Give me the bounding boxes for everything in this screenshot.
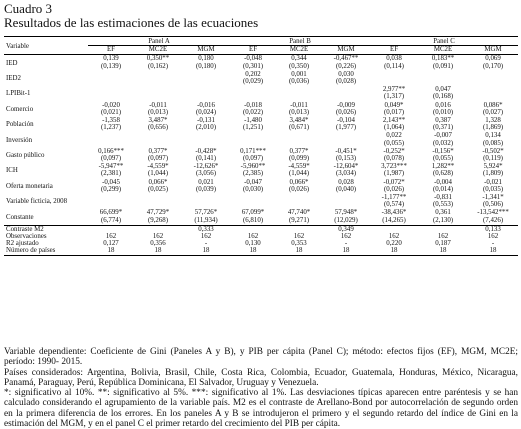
standard-error-cell: (1,317) bbox=[383, 93, 405, 101]
standard-error-cell: (0,168) bbox=[432, 93, 454, 101]
statistic-value bbox=[230, 225, 276, 233]
coefficient-cell bbox=[276, 86, 322, 93]
column-header: EF bbox=[390, 46, 399, 54]
coefficient-row bbox=[4, 102, 518, 109]
coefficient-cell bbox=[418, 71, 468, 78]
coefficient-cell: 57,948* bbox=[334, 209, 358, 217]
standard-error-cell bbox=[182, 78, 230, 86]
standard-error-cell: (2,381) bbox=[100, 170, 122, 178]
standard-error-cell bbox=[88, 93, 134, 101]
statistic-value: 0,130 bbox=[245, 240, 261, 248]
standard-error-cell: (1,237) bbox=[100, 124, 122, 132]
coefficient-row bbox=[4, 86, 518, 93]
standard-error-cell: (3,056) bbox=[195, 170, 217, 178]
statistic-value: 0,133 bbox=[468, 225, 518, 233]
standard-error-cell: (12,029) bbox=[334, 216, 358, 224]
coefficient-cell bbox=[88, 86, 134, 93]
coefficient-cell: 0,016 bbox=[435, 101, 451, 109]
statistics-row bbox=[4, 225, 518, 233]
coefficient-cell bbox=[276, 132, 322, 139]
standard-error-cell: (0,013) bbox=[147, 108, 169, 116]
coefficient-cell: -38,436* bbox=[381, 209, 407, 217]
standard-error-cell bbox=[134, 201, 182, 209]
variable-label: Variable ficticia, 2008 bbox=[6, 198, 68, 206]
standard-error-cell: (0,040) bbox=[335, 185, 357, 193]
statistic-value bbox=[370, 225, 418, 233]
statistic-value: 18 bbox=[370, 247, 418, 255]
coefficient-cell: 1,282** bbox=[431, 163, 455, 171]
variable-label: Oferta monetaria bbox=[6, 182, 53, 190]
standard-error-cell: (0,371) bbox=[432, 124, 454, 132]
statistic-value: 0,349 bbox=[322, 225, 370, 233]
standard-error-cell bbox=[322, 201, 370, 209]
note-countries: Países considerados: Argentina, Bolivia, Brasil, Chile, Costa Rica, Colombia, Ecuador, Guatemala, Honduras, México, Nicaragua, Panamá, Paraguay, Perú, República Dominicana, El Salvador, Uruguay y Venezuela. bbox=[4, 367, 518, 388]
standard-error-cell bbox=[134, 93, 182, 101]
standard-error-cell: (2,130) bbox=[432, 216, 454, 224]
statistic-value: 0,127 bbox=[103, 240, 119, 248]
coefficient-cell: 0,377* bbox=[148, 147, 168, 155]
standard-error-cell: (0,026) bbox=[288, 185, 310, 193]
coefficient-cell: 1,328 bbox=[485, 117, 501, 125]
standard-error-cell: (0,035) bbox=[482, 185, 504, 193]
standard-error-cell: (0,553) bbox=[432, 201, 454, 209]
note-significance: *: significativo al 10%. **: significativo al 5%. ***: significativo al 1%. Las desviaciones típicas aparecen entre paréntesis y se han calculado considerando el agrupamiento de la variable país. M2 es el contraste de Arellano-Bond por autocorrelación de segundo orden en la primera diferencia de los errores. En los paneles A y B se introdujeron el primero y el segundo retardo del índice de Gini en la estimación del MGM, y en el panel C el primer retardo del crecimiento del PIB per cápita. bbox=[4, 388, 518, 429]
coefficient-row bbox=[4, 163, 518, 170]
coefficient-cell: -0,048 bbox=[244, 55, 262, 63]
coefficient-cell: -0,045 bbox=[102, 178, 120, 186]
coefficient-cell bbox=[322, 132, 370, 139]
coefficient-cell: -12,626* bbox=[193, 163, 219, 171]
coefficient-cell: -12,604* bbox=[333, 163, 359, 171]
standard-error-cell: (6,774) bbox=[100, 216, 122, 224]
standard-error-cell: (1,064) bbox=[383, 124, 405, 132]
column-header: MGM bbox=[484, 46, 502, 54]
variable-label: IED bbox=[6, 59, 18, 67]
column-header: EF bbox=[248, 46, 258, 54]
statistic-value: 18 bbox=[468, 247, 518, 255]
coefficient-cell: 0,069 bbox=[485, 55, 501, 63]
standard-error-cell bbox=[276, 140, 322, 148]
standard-error-cell bbox=[418, 78, 468, 86]
coefficient-cell bbox=[182, 194, 230, 201]
standard-error-cell bbox=[134, 140, 182, 148]
standard-error-cell: (0,027) bbox=[482, 108, 504, 116]
coefficient-cell: -0,007 bbox=[434, 132, 452, 140]
statistic-value bbox=[88, 225, 134, 233]
coefficient-cell bbox=[230, 194, 276, 201]
statistic-value: 162 bbox=[487, 233, 499, 241]
coefficient-cell bbox=[134, 86, 182, 93]
standard-error-cell bbox=[276, 201, 322, 209]
standard-error-cell: (14,265) bbox=[382, 216, 406, 224]
coefficient-cell: -1,358 bbox=[102, 117, 120, 125]
statistic-value bbox=[276, 225, 322, 233]
standard-error-cell: (1,809) bbox=[482, 170, 504, 178]
coefficient-cell: -5,947** bbox=[98, 163, 124, 171]
standard-error-cell bbox=[182, 93, 230, 101]
column-header: MC2E bbox=[433, 46, 453, 54]
standard-error-cell: (0,506) bbox=[482, 201, 504, 209]
standard-error-cell: (0,628) bbox=[432, 170, 454, 178]
standard-error-cell: (1,044) bbox=[147, 170, 169, 178]
standard-error-cell: (0,153) bbox=[335, 155, 357, 163]
statistic-value: - bbox=[204, 240, 208, 248]
column-header: MGM bbox=[337, 46, 355, 54]
coefficient-cell: 0,344 bbox=[291, 55, 307, 63]
standard-error-cell: (0,010) bbox=[432, 108, 454, 116]
statistic-value: 18 bbox=[322, 247, 370, 255]
standard-error-cell: (9,271) bbox=[288, 216, 310, 224]
statistic-value: 0,333 bbox=[182, 225, 230, 233]
coefficient-cell: 0,139 bbox=[103, 55, 119, 63]
coefficient-cell bbox=[88, 132, 134, 139]
coefficient-cell: -0,072* bbox=[383, 178, 405, 186]
coefficient-cell: -0,502* bbox=[482, 147, 504, 155]
coefficient-cell: -0,467** bbox=[333, 55, 359, 63]
standard-error-cell bbox=[230, 93, 276, 101]
panel-c-title: Panel C bbox=[370, 37, 518, 46]
coefficient-cell: 0,049* bbox=[384, 101, 404, 109]
coefficient-cell: 0,038 bbox=[386, 55, 402, 63]
standard-error-cell: (0,022) bbox=[242, 108, 264, 116]
coefficient-cell: -0,011 bbox=[149, 101, 167, 109]
statistic-value: 162 bbox=[152, 233, 164, 241]
coefficient-cell: -13,542*** bbox=[477, 209, 509, 217]
column-header: MGM bbox=[197, 46, 215, 54]
coefficient-cell: 0,361 bbox=[435, 209, 451, 217]
standard-error-cell bbox=[370, 78, 418, 86]
statistics-row bbox=[4, 233, 518, 240]
standard-error-cell: (0,055) bbox=[383, 139, 405, 147]
coefficient-cell: -1,480 bbox=[244, 117, 262, 125]
note-dependent-variable: Variable dependiente: Coeficiente de Gini (Paneles A y B), y PIB per cápita (Panel C); método: efectos fijos (EF), MGM, MC2E; período: 1990- 2015. bbox=[4, 347, 518, 368]
coefficient-cell: 0,171*** bbox=[240, 147, 266, 155]
table-number: Cuadro 3 bbox=[4, 1, 53, 16]
column-header: MC2E bbox=[148, 46, 168, 54]
statistic-value: 0,353 bbox=[291, 240, 307, 248]
coefficient-cell: -0,004 bbox=[434, 178, 452, 186]
coefficient-cell: -0,131 bbox=[197, 117, 215, 125]
standard-error-cell: (6,810) bbox=[242, 216, 264, 224]
standard-error-cell: (0,055) bbox=[432, 155, 454, 163]
coefficient-cell: 0,180 bbox=[198, 55, 214, 63]
standard-error-cell bbox=[88, 78, 134, 86]
statistics-row bbox=[4, 240, 518, 247]
statistic-value: 162 bbox=[293, 233, 305, 241]
coefficient-cell bbox=[468, 71, 518, 78]
coefficient-cell: -0,009 bbox=[337, 101, 355, 109]
standard-error-cell bbox=[88, 201, 134, 209]
standard-error-cell bbox=[182, 140, 230, 148]
coefficient-cell bbox=[230, 132, 276, 139]
standard-error-cell: (0,085) bbox=[482, 139, 504, 147]
standard-error-cell: (0,014) bbox=[432, 185, 454, 193]
standard-error-cell: (0,299) bbox=[100, 185, 122, 193]
standard-error-cell: (1,987) bbox=[383, 170, 405, 178]
coefficient-cell: -0,252* bbox=[383, 147, 405, 155]
statistic-value: 162 bbox=[340, 233, 352, 241]
coefficient-cell: 0,377* bbox=[289, 147, 309, 155]
standard-error-cell bbox=[322, 140, 370, 148]
coefficient-cell: -0,020 bbox=[102, 101, 120, 109]
standard-error-cell: (0,162) bbox=[147, 62, 169, 70]
standard-error-cell: (0,026) bbox=[335, 108, 357, 116]
coefficient-cell: 67,099* bbox=[241, 209, 265, 217]
statistic-value: 18 bbox=[230, 247, 276, 255]
coefficient-cell bbox=[182, 86, 230, 93]
coefficient-cell: -1,177** bbox=[381, 194, 407, 202]
statistic-value: - bbox=[491, 240, 495, 248]
standard-error-cell: (0,119) bbox=[483, 155, 503, 163]
coefficient-row bbox=[4, 71, 518, 78]
standard-error-cell bbox=[134, 78, 182, 86]
variable-header: Variable bbox=[4, 37, 88, 55]
standard-error-cell: (11,934) bbox=[194, 216, 218, 224]
coefficient-cell: -4,559* bbox=[288, 163, 310, 171]
coefficient-cell: 0,202 bbox=[245, 70, 261, 78]
coefficient-cell: 0,387 bbox=[435, 117, 451, 125]
coefficient-cell: -5,960** bbox=[240, 163, 266, 171]
standard-error-cell: (0,180) bbox=[195, 62, 217, 70]
statistic-label: Observaciones bbox=[6, 233, 47, 241]
statistic-value: 162 bbox=[247, 233, 259, 241]
coefficient-row bbox=[4, 117, 518, 124]
standard-error-cell: (0,039) bbox=[195, 185, 217, 193]
table-title: Resultados de las estimaciones de las ecuaciones bbox=[4, 15, 259, 30]
coefficient-cell: 0,066* bbox=[148, 178, 168, 186]
standard-error-cell: (0,078) bbox=[383, 155, 405, 163]
coefficient-cell: 0,166*** bbox=[98, 147, 124, 155]
standard-error-cell: (0,656) bbox=[147, 124, 169, 132]
standard-error-cell bbox=[182, 201, 230, 209]
coefficient-cell: 0,066* bbox=[289, 178, 309, 186]
standard-error-cell: (0,350) bbox=[288, 62, 310, 70]
coefficient-cell: 0,022 bbox=[386, 132, 402, 140]
standard-error-cell: (0,114) bbox=[384, 62, 404, 70]
standard-error-cell: (1,044) bbox=[288, 170, 310, 178]
statistic-value: 162 bbox=[200, 233, 212, 241]
column-header: EF bbox=[106, 46, 116, 54]
variable-label: Comercio bbox=[6, 105, 34, 113]
statistic-value: 162 bbox=[388, 233, 400, 241]
standard-error-cell: (0,036) bbox=[288, 78, 310, 86]
standard-error-cell: (0,671) bbox=[288, 124, 310, 132]
coefficient-cell bbox=[134, 194, 182, 201]
standard-error-cell: (0,021) bbox=[100, 108, 122, 116]
coefficient-cell bbox=[182, 132, 230, 139]
coefficient-cell: 47,729* bbox=[146, 209, 170, 217]
coefficient-cell: -1,341* bbox=[482, 194, 504, 202]
variable-label: Gasto público bbox=[6, 151, 45, 159]
statistic-value: 0,187 bbox=[435, 240, 451, 248]
standard-error-cell: (0,091) bbox=[432, 62, 454, 70]
standard-error-cell bbox=[88, 140, 134, 148]
coefficient-cell: 0,001 bbox=[291, 70, 307, 78]
coefficient-cell: 0,183** bbox=[431, 55, 455, 63]
coefficient-cell bbox=[88, 71, 134, 78]
coefficient-row bbox=[4, 55, 518, 63]
coefficient-cell: -0,018 bbox=[244, 101, 262, 109]
variable-label: Constante bbox=[6, 213, 34, 221]
coefficient-cell bbox=[134, 71, 182, 78]
standard-error-cell: (0,097) bbox=[100, 155, 122, 163]
standard-error-cell bbox=[230, 140, 276, 148]
variable-label: Población bbox=[6, 121, 34, 129]
standard-error-cell: (0,574) bbox=[383, 201, 405, 209]
standard-error-cell bbox=[322, 93, 370, 101]
coefficient-cell bbox=[230, 86, 276, 93]
coefficient-cell: 0,134 bbox=[485, 132, 501, 140]
standard-error-cell: (0,301) bbox=[242, 62, 264, 70]
statistics-row bbox=[4, 247, 518, 255]
standard-error-cell: (0,226) bbox=[335, 62, 357, 70]
standard-error-cell: (7,426) bbox=[482, 216, 504, 224]
coefficient-cell bbox=[370, 71, 418, 78]
panel-a-title: Panel A bbox=[88, 37, 230, 46]
standard-error-cell bbox=[468, 78, 518, 86]
coefficient-cell bbox=[182, 71, 230, 78]
standard-error-cell: (0,025) bbox=[147, 185, 169, 193]
statistic-value: 0,220 bbox=[386, 240, 402, 248]
coefficient-cell: 0,350** bbox=[146, 55, 170, 63]
coefficient-cell: -0,428* bbox=[195, 147, 217, 155]
coefficient-cell: -0,451* bbox=[335, 147, 357, 155]
standard-error-cell: (0,024) bbox=[195, 108, 217, 116]
statistic-value: 162 bbox=[105, 233, 117, 241]
standard-error-cell bbox=[468, 93, 518, 101]
coefficient-cell bbox=[322, 194, 370, 201]
coefficient-cell: 0,028 bbox=[338, 178, 354, 186]
standard-error-cell: (0,030) bbox=[242, 185, 264, 193]
standard-error-cell: (0,029) bbox=[242, 78, 264, 86]
statistic-value: 18 bbox=[418, 247, 468, 255]
coefficient-cell: -0,156* bbox=[432, 147, 454, 155]
panel-header-row bbox=[4, 37, 518, 46]
coefficient-cell: -0,104 bbox=[337, 117, 355, 125]
standard-error-cell: (0,097) bbox=[147, 155, 169, 163]
coefficient-row bbox=[4, 194, 518, 201]
coefficient-cell: 57,726* bbox=[194, 209, 218, 217]
standard-error-cell bbox=[230, 201, 276, 209]
variable-label: LPIBit-1 bbox=[6, 90, 31, 98]
coefficient-cell: 0,030 bbox=[338, 70, 354, 78]
statistic-value: 18 bbox=[88, 247, 134, 255]
coefficient-cell: 66,699* bbox=[99, 209, 123, 217]
standard-error-cell: (0,017) bbox=[383, 108, 405, 116]
coefficient-cell: 3,487* bbox=[148, 117, 168, 125]
coefficient-cell: 3,723*** bbox=[381, 163, 407, 171]
standard-error-cell: (0,028) bbox=[335, 78, 357, 86]
standard-error-cell: (1,977) bbox=[335, 124, 357, 132]
coefficient-cell: -4,559* bbox=[147, 163, 169, 171]
standard-error-cell: (3,034) bbox=[335, 170, 357, 178]
coefficient-cell: 3,484* bbox=[289, 117, 309, 125]
standard-error-cell: (0,032) bbox=[432, 139, 454, 147]
statistic-value: - bbox=[344, 240, 348, 248]
statistic-label: R2 ajustado bbox=[6, 240, 39, 248]
standard-error-cell: (0,139) bbox=[100, 62, 122, 70]
standard-error-cell: (0,013) bbox=[288, 108, 310, 116]
coefficient-cell bbox=[276, 194, 322, 201]
coefficient-row bbox=[4, 132, 518, 139]
coefficient-cell bbox=[468, 86, 518, 93]
coefficient-cell: 2,143** bbox=[382, 117, 406, 125]
coefficient-cell: 47,740* bbox=[287, 209, 311, 217]
coefficient-cell: -0,831 bbox=[434, 194, 452, 202]
coefficient-cell bbox=[134, 132, 182, 139]
statistic-value: 162 bbox=[437, 233, 449, 241]
statistic-value: 18 bbox=[182, 247, 230, 255]
standard-error-cell: (0,026) bbox=[383, 185, 405, 193]
coefficient-cell: 2,977** bbox=[382, 86, 406, 94]
coefficient-cell: -0,021 bbox=[484, 178, 502, 186]
coefficient-cell: -0,047 bbox=[244, 178, 262, 186]
table-body bbox=[4, 55, 518, 255]
coefficient-cell: 5,924* bbox=[483, 163, 503, 171]
statistic-value: 18 bbox=[276, 247, 322, 255]
coefficient-row bbox=[4, 179, 518, 186]
coefficient-cell bbox=[322, 86, 370, 93]
standard-error-cell: (2,385) bbox=[242, 170, 264, 178]
standard-error-cell: (9,268) bbox=[147, 216, 169, 224]
statistic-value: 0,356 bbox=[150, 240, 166, 248]
statistic-value bbox=[134, 225, 182, 233]
variable-label: ICH bbox=[6, 167, 18, 175]
coefficient-cell: 0,086* bbox=[483, 101, 503, 109]
statistic-value bbox=[418, 225, 468, 233]
standard-error-cell: (2,010) bbox=[195, 124, 217, 132]
column-header: MC2E bbox=[289, 46, 309, 54]
coefficient-row bbox=[4, 148, 518, 155]
standard-error-cell: (1,869) bbox=[482, 124, 504, 132]
coefficient-row bbox=[4, 209, 518, 216]
variable-label: IED2 bbox=[6, 74, 21, 82]
standard-error-cell: (1,251) bbox=[242, 124, 264, 132]
coefficient-cell: -0,016 bbox=[197, 101, 215, 109]
statistic-label: Número de países bbox=[4, 247, 88, 255]
standard-error-cell: (0,097) bbox=[242, 155, 264, 163]
standard-error-cell: (0,141) bbox=[195, 155, 217, 163]
coefficient-cell: 0,021 bbox=[198, 178, 214, 186]
regression-table bbox=[4, 36, 518, 256]
standard-error-cell bbox=[276, 93, 322, 101]
statistic-label: Contraste M2 bbox=[4, 225, 88, 233]
standard-error-cell: (0,170) bbox=[482, 62, 504, 70]
panel-b-title: Panel B bbox=[230, 37, 370, 46]
coefficient-cell bbox=[88, 194, 134, 201]
coefficient-cell: 0,047 bbox=[435, 86, 451, 94]
coefficient-cell: -0,011 bbox=[290, 101, 308, 109]
statistic-value: 18 bbox=[134, 247, 182, 255]
standard-error-cell: (0,099) bbox=[288, 155, 310, 163]
variable-label: Inversión bbox=[6, 136, 33, 144]
